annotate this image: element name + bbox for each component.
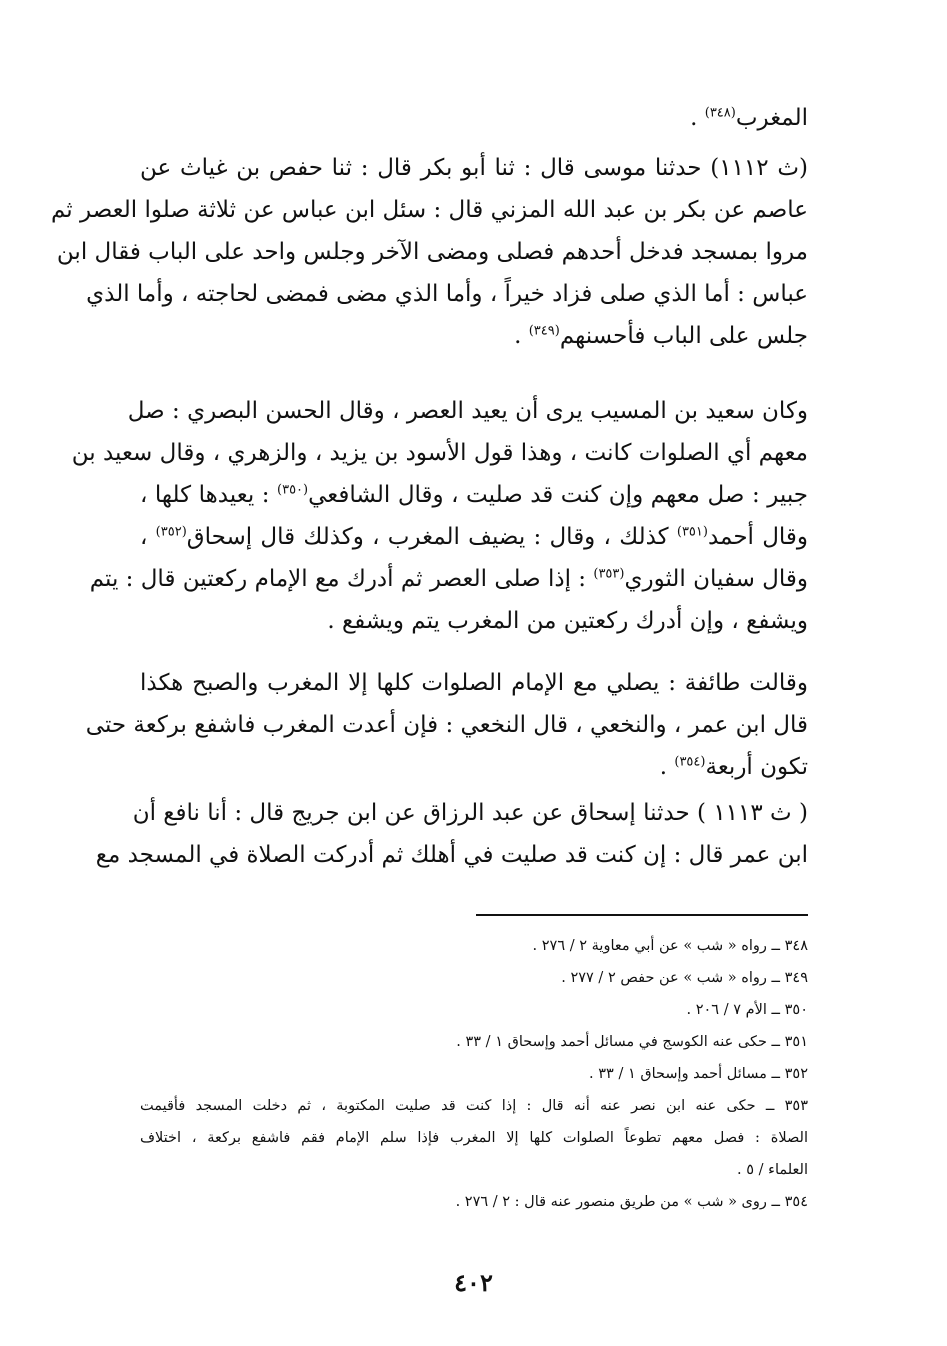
line-text: المغرب [735,105,808,131]
footnote-ref: (٣٤٨) [704,105,736,121]
page-number: ٤٠٢ [454,1268,493,1297]
text-line: (ث ١١١٢) حدثنا موسى قال : ثنا أبو بكر قال : ثنا حفص بن غياث عن [140,155,808,181]
line-text: . [659,754,675,780]
text-line [140,97,808,139]
text-line: وقالت طائفة : يصلي مع الإمام الصلوات كلها إلا المغرب والصبح هكذا [140,670,808,696]
text-line [140,315,808,357]
footnote: الصلاة : فصل معهم تطوعاً الصلوات كلها إلا المغرب فإذا سلم الإمام فقم فاشفع بركعة ، اختلاف [140,1130,808,1146]
footnote-ref: (٣٥٢) [155,524,187,540]
footnote-ref: (٣٥١) [676,524,708,540]
text-line: ( ث ١١١٣ ) حدثنا إسحاق عن عبد الرزاق عن ابن جريج قال : أنا نافع أن [132,800,808,826]
text-line: عباس : أما الذي صلى فزاد خيراً ، وأما الذي مضى فمضى لحاجته ، وأما الذي [86,281,808,307]
text-line [140,474,808,516]
text-line: قال ابن عمر ، والنخعي ، قال النخعي : فإن أعدت المغرب فاشفع بركعة حتى [85,712,808,738]
footnote: ٣٥١ ــ حكى عنه الكوسج في مسائل أحمد وإسحاق ١ / ٣٣ . [456,1034,808,1050]
text-line: وكان سعيد بن المسيب يرى أن يعيد العصر ، وقال الحسن البصري : صل [127,398,808,424]
line-text: وقال أحمد [707,524,809,550]
paragraph-hadith-1112 [50,147,808,357]
line-text: كذلك ، وقال : يضيف المغرب ، وكذلك قال إسحاق [186,524,677,550]
footnote: ٣٥٤ ــ روى « شب » من طريق منصور عنه قال : ٢ / ٢٧٦ . [455,1194,808,1210]
line-text: تكون أربعة [705,754,808,780]
text-line: ابن عمر قال : إن كنت قد صليت في أهلك ثم أدركت الصلاة في المسجد مع [95,842,808,868]
footnote-separator [476,914,808,916]
paragraph-hadith-1113 [95,792,808,876]
line-text: : إذا صلى العصر ثم أدرك مع الإمام ركعتين قال : يتم [89,566,594,592]
footnote: العلماء / ٥ . [737,1162,808,1178]
text-line [140,516,808,558]
line-text: : يعيدها كلها ، [140,482,278,508]
footnote-ref: (٣٥٣) [593,566,625,582]
text-line: ويشفع ، وإن أدرك ركعتين من المغرب يتم ويشفع . [327,608,808,634]
line-text: جلس على الباب فأحسنهم [559,323,808,349]
footnote-ref: (٣٥٤) [674,754,706,770]
footnotes [140,930,808,1218]
text-line [140,746,808,788]
footnote-ref: (٣٤٩) [528,323,560,339]
line-text: ، [140,524,156,550]
text-line: معهم أي الصلوات كانت ، وهذا قول الأسود بن يزيد ، والزهري ، وقال سعيد بن [71,440,808,466]
line-text: وقال سفيان الثوري [624,566,808,592]
footnote: ٣٥٣ ــ حكى عنه ابن نصر عنه أنه قال : إذا كنت قد صليت المكتوبة ، ثم دخلت المسجد فأقيمت [140,1098,808,1114]
line-text: جبير : صل معهم وإن كنت قد صليت ، وقال الشافعي [308,482,808,508]
text-line: عاصم عن بكر بن عبد الله المزني قال : سئل ابن عباس عن ثلاثة صلوا العصر ثم [50,197,808,223]
text-line: مروا بمسجد فدخل أحدهم فصلى ومضى الآخر وجلس واحد على الباب فقال ابن [56,239,808,265]
footnote: ٣٥٢ ــ مسائل أحمد وإسحاق ١ / ٣٣ . [589,1066,808,1082]
paragraph-continuation [140,97,808,139]
text-line [89,558,808,600]
footnote-ref: (٣٥٠) [277,482,309,498]
paragraph-group-opinion [85,662,808,788]
line-text: . [690,105,705,131]
footnote: ٣٥٠ ــ الأم ٧ / ٢٠٦ . [686,1002,808,1018]
footnote: ٣٤٨ ــ رواه « شب » عن أبي معاوية ٢ / ٢٧٦ . [532,938,808,954]
paragraph-opinions [71,390,809,642]
footnote: ٣٤٩ ــ رواه « شب » عن حفص ٢ / ٢٧٧ . [561,970,808,986]
line-text: . [514,323,529,349]
